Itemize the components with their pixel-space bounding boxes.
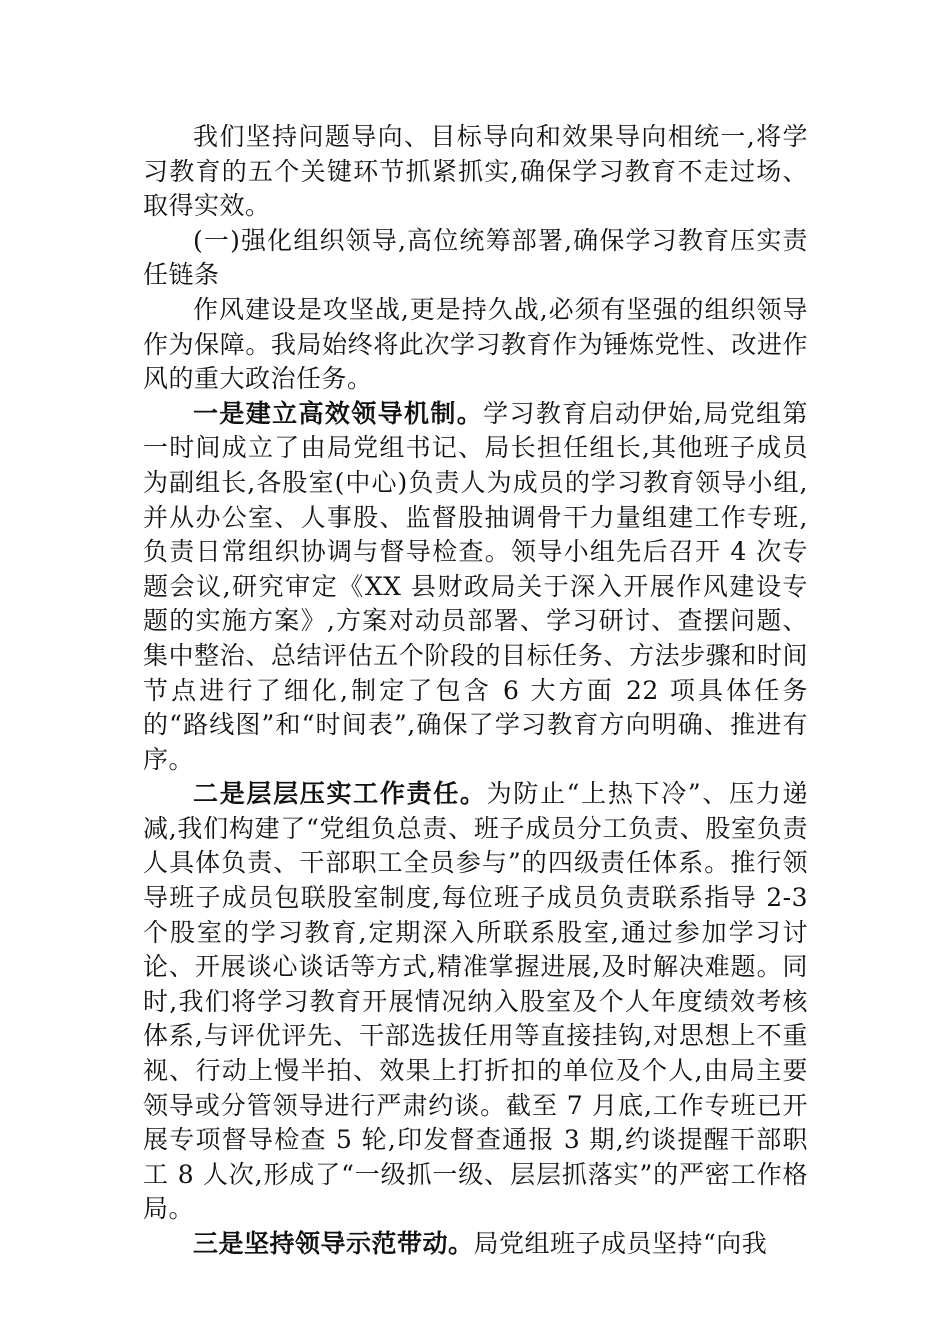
- point-3-body: 局党组班子成员坚持“向我: [473, 1229, 768, 1258]
- section-heading-1-text: (一)强化组织领导,高位统筹部署,确保学习教育压实责任链条: [143, 225, 808, 290]
- document-page: [143, 120, 808, 1262]
- paragraph-section-intro: [143, 293, 808, 397]
- section-heading-1: [143, 224, 808, 293]
- paragraph-point-3: [143, 1227, 808, 1262]
- paragraph-section-intro-text: 作风建设是攻坚战,更是持久战,必须有坚强的组织领导作为保障。我局始终将此次学习教育作为锤炼党性、改进作风的重大政治任务。: [143, 294, 808, 394]
- point-1-lead: 一是建立高效领导机制。: [193, 398, 484, 428]
- point-3-lead: 三是坚持领导示范带动。: [193, 1229, 474, 1258]
- point-1-body: 学习教育启动伊始,局党组第一时间成立了由局党组书记、局长担任组长,其他班子成员为副组长,各股室(中心)负责人为成员的学习教育领导小组,并从办公室、人事股、监督股抽调骨干力量组建工作专班,负责日常组织协调与督导检查。领导小组先后召开 4 次专题会议,研究审定《XX 县财政局关于深入开展作风建设专题的实施方案》,方案对动员部署、学习研讨、查摆问题、集中整治、总结评估五个阶段的目标任务、方法步骤和时间节点进行了细化,制定了包含 6 大方面 22 项具体任务的“路线图”和“时间表”,确保了学习教育方向明确、推进有序。: [143, 398, 808, 774]
- paragraph-intro: [143, 120, 808, 224]
- paragraph-point-2: [143, 777, 808, 1227]
- point-2-body: 为防止“上热下冷”、压力递减,我们构建了“党组负总责、班子成员分工负责、股室负责人具体负责、干部职工全员参与”的四级责任体系。推行领导班子成员包联股室制度,每位班子成员负责联系指导 2-3 个股室的学习教育,定期深入所联系股室,通过参加学习讨论、开展谈心谈话等方式,精准掌握进展,及时解决难题。同时,我们将学习教育开展情况纳入股室及个人年度绩效考核体系,与评优评先、干部选拔任用等直接挂钩,对思想上不重视、行动上慢半拍、效果上打折扣的单位及个人,由局主要领导或分管领导进行严肃约谈。截至 7 月底,工作专班已开展专项督导检查 5 轮,印发督查通报 3 期,约谈提醒干部职工 8 人次,形成了“一级抓一级、层层抓落实”的严密工作格局。: [143, 779, 808, 1224]
- paragraph-intro-text: 我们坚持问题导向、目标导向和效果导向相统一,将学习教育的五个关键环节抓紧抓实,确保学习教育不走过场、取得实效。: [143, 122, 808, 221]
- paragraph-point-1: [143, 397, 808, 778]
- point-2-lead: 二是层层压实工作责任。: [193, 779, 487, 809]
